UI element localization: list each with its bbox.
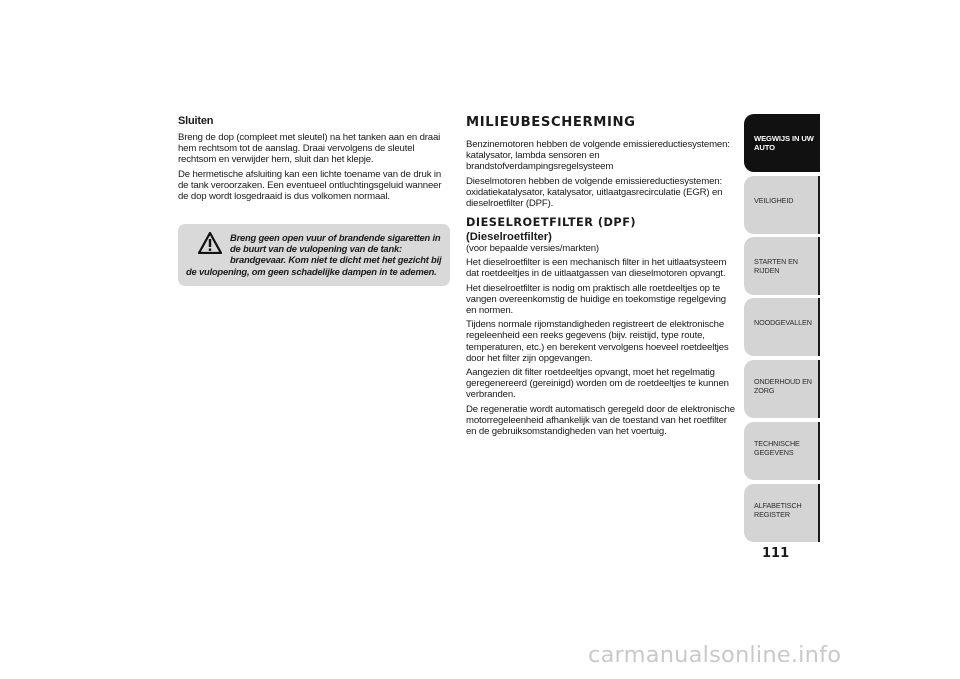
- page-number: 111: [762, 546, 790, 561]
- paragraph: Het dieselroetfilter is een mechanisch filter in het uitlaatsysteem dat roetdeeltjes in de uitlaatgassen van dieselmotoren opvangt.: [466, 257, 727, 280]
- tab-wegwijs-in-uw-auto[interactable]: WEGWIJS IN UW AUTO: [744, 114, 820, 172]
- right-paragraphs-top: [466, 139, 738, 209]
- subheading-sluiten: Sluiten: [178, 115, 214, 127]
- tab-starten-en-rijden[interactable]: STARTEN EN RIJDEN: [744, 237, 820, 295]
- tab-veiligheid[interactable]: VEILIGHEID: [744, 176, 820, 234]
- watermark: carmanualsonline.info: [588, 642, 842, 668]
- paragraph: Breng de dop (compleet met sleutel) na het tanken aan en draai hem rechtsom tot de aanslag. Draai vervolgens de sleutel rechtsom en verwijder hem, sluit dan het klepje.: [178, 132, 441, 166]
- left-paragraphs: [178, 132, 450, 202]
- paragraph: Aangezien dit filter roetdeeltjes opvangt, moet het regelmatig geregenereerd (gereinigd) worden om de roetdeeltjes te kunnen verbranden.: [466, 367, 729, 401]
- section-heading-milieubescherming: MILIEUBESCHERMING: [466, 115, 636, 130]
- paragraph: De regeneratie wordt automatisch geregeld door de elektronische motorregeleenheid afhankelijk van de toestand van het roetfilter en de gebruiksomstandigheden van het voertuig.: [466, 403, 735, 438]
- section-heading-dieselroetfilter: DIESELROETFILTER (DPF): [466, 216, 637, 229]
- paragraph: Benzinemotoren hebben de volgende emissiereductiesystemen: katalysator, lambda sensoren en brandstofverdampingsregelsysteem: [466, 139, 730, 173]
- tab-noodgevallen[interactable]: NOODGEVALLEN: [744, 298, 820, 356]
- paragraph: Dieselmotoren hebben de volgende emissiereductiesystemen: oxidatiekatalysator, katalysator, uitlaatgasrecirculatie (EGR) en dieselroetfilter (DPF).: [466, 175, 723, 210]
- right-paragraphs-bottom: [466, 243, 738, 437]
- tab-onderhoud-en-zorg[interactable]: ONDERHOUD EN ZORG: [744, 360, 820, 418]
- paragraph: De hermetische afsluiting kan een lichte toename van de druk in de tank veroorzaken. Een eventueel ontluchtingsgeluid wanneer de dop wordt losgedraaid is dus volkomen normaal.: [178, 168, 442, 203]
- warning-text: Breng geen open vuur of brandende sigaretten in de buurt van de vulopening van de tank: brandgevaar. Kom niet te dicht met het gezicht bij de vulopening, om geen schadelijke dampen in te ademen.: [186, 232, 442, 277]
- paragraph: Tijdens normale rijomstandigheden registreert de elektronische regeleenheid een reeks gegevens (bijv. reistijd, type route, temperaturen, etc.) en berekent vervolgens hoeveel roetdeeltjes door het filter zijn opgevangen.: [466, 319, 729, 364]
- tab-technische-gegevens[interactable]: TECHNISCHE GEGEVENS: [744, 422, 820, 480]
- paragraph: Het dieselroetfilter is nodig om praktisch alle roetdeeltjes op te vangen overeenkomstig de huidige en toekomstige regelgeving en normen.: [466, 282, 726, 317]
- warning-box: [178, 224, 450, 286]
- tab-alfabetisch-register[interactable]: ALFABETISCH REGISTER: [744, 484, 820, 542]
- section-subheading: (Dieselroetfilter): [466, 231, 552, 243]
- note: (voor bepaalde versies/markten): [466, 243, 599, 254]
